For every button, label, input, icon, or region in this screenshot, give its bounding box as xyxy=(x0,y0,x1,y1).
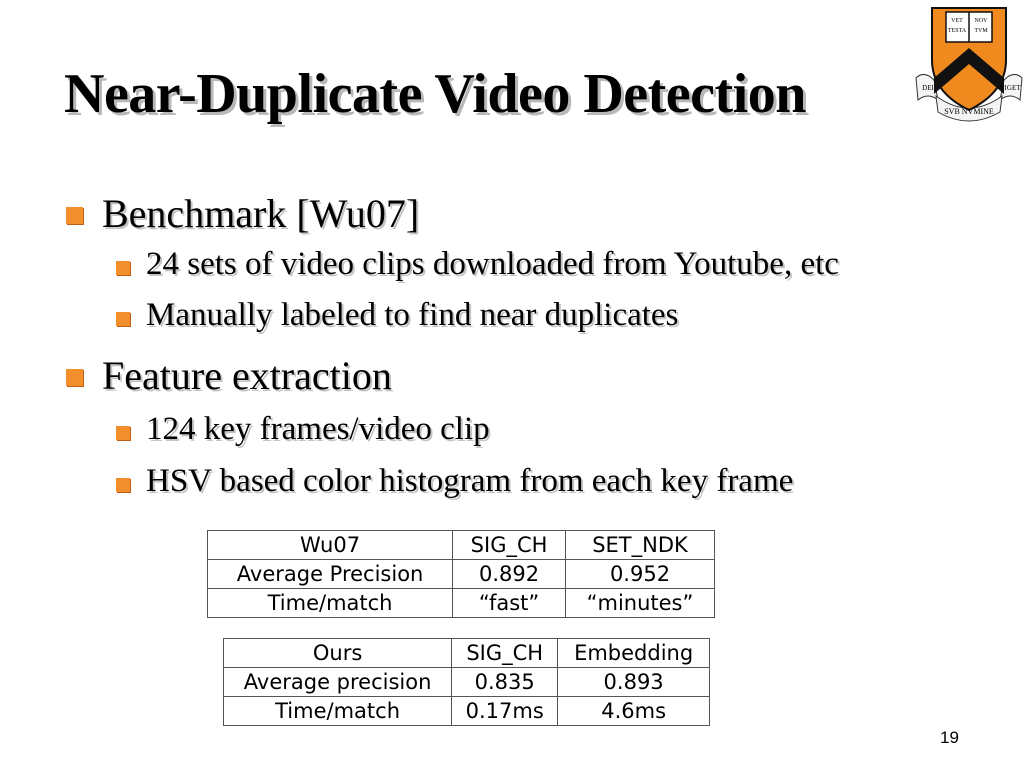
bullet-square-icon xyxy=(116,426,130,440)
subbullet-hsv-histogram: HSV based color histogram from each key frame xyxy=(114,463,793,500)
table-cell: Average Precision xyxy=(208,560,453,589)
table-cell: Average precision xyxy=(224,668,452,697)
table-cell: Embedding xyxy=(558,639,710,668)
table-header-row xyxy=(224,639,710,668)
table-row xyxy=(224,668,710,697)
table-cell: SIG_CH xyxy=(452,639,558,668)
subbullet-video-sets: 24 sets of video clips downloaded from Youtube, etc xyxy=(114,246,839,283)
table-cell: “fast” xyxy=(453,589,566,618)
table-cell: Wu07 xyxy=(208,531,453,560)
book-text-3: TESTA xyxy=(947,28,967,34)
ours-results-table xyxy=(223,638,710,726)
bullet-square-icon xyxy=(116,312,130,326)
bullet-square-icon xyxy=(116,478,130,492)
table-cell: Ours xyxy=(224,639,452,668)
book-text-1: VET xyxy=(951,18,963,24)
ribbon-text-3: VIGET xyxy=(999,84,1021,92)
table-cell: 0.893 xyxy=(558,668,710,697)
table-cell: Time/match xyxy=(224,697,452,726)
table-row xyxy=(208,589,715,618)
bullet-benchmark: Benchmark [Wu07] xyxy=(62,190,419,237)
table-cell: 0.952 xyxy=(566,560,715,589)
table-cell: 0.835 xyxy=(452,668,558,697)
ribbon-text-1: DEI xyxy=(922,84,934,92)
table-cell: 0.17ms xyxy=(452,697,558,726)
page-number: 19 xyxy=(940,728,959,747)
table-header-row xyxy=(208,531,715,560)
ribbon-text-2: SVB NVMINE xyxy=(944,107,994,116)
princeton-shield-icon xyxy=(914,0,1024,128)
table-cell: Time/match xyxy=(208,589,453,618)
table-cell: SET_NDK xyxy=(566,531,715,560)
subbullet-key-frames: 124 key frames/video clip xyxy=(114,411,490,448)
bullet-square-icon xyxy=(116,261,130,275)
bullet-feature-extraction: Feature extraction xyxy=(62,352,392,399)
table-cell: 4.6ms xyxy=(558,697,710,726)
subbullet-manual-labels: Manually labeled to find near duplicates xyxy=(114,297,678,334)
table-cell: “minutes” xyxy=(566,589,715,618)
book-text-2: NOV xyxy=(974,18,988,24)
table-row xyxy=(208,560,715,589)
slide-title: Near-Duplicate Video Detection xyxy=(64,63,806,125)
book-text-4: TVM xyxy=(974,28,988,34)
table-cell: 0.892 xyxy=(453,560,566,589)
table-row xyxy=(224,697,710,726)
bullet-square-icon xyxy=(66,369,83,386)
table-cell: SIG_CH xyxy=(453,531,566,560)
bullet-square-icon xyxy=(66,207,83,224)
wu07-results-table xyxy=(207,530,715,618)
